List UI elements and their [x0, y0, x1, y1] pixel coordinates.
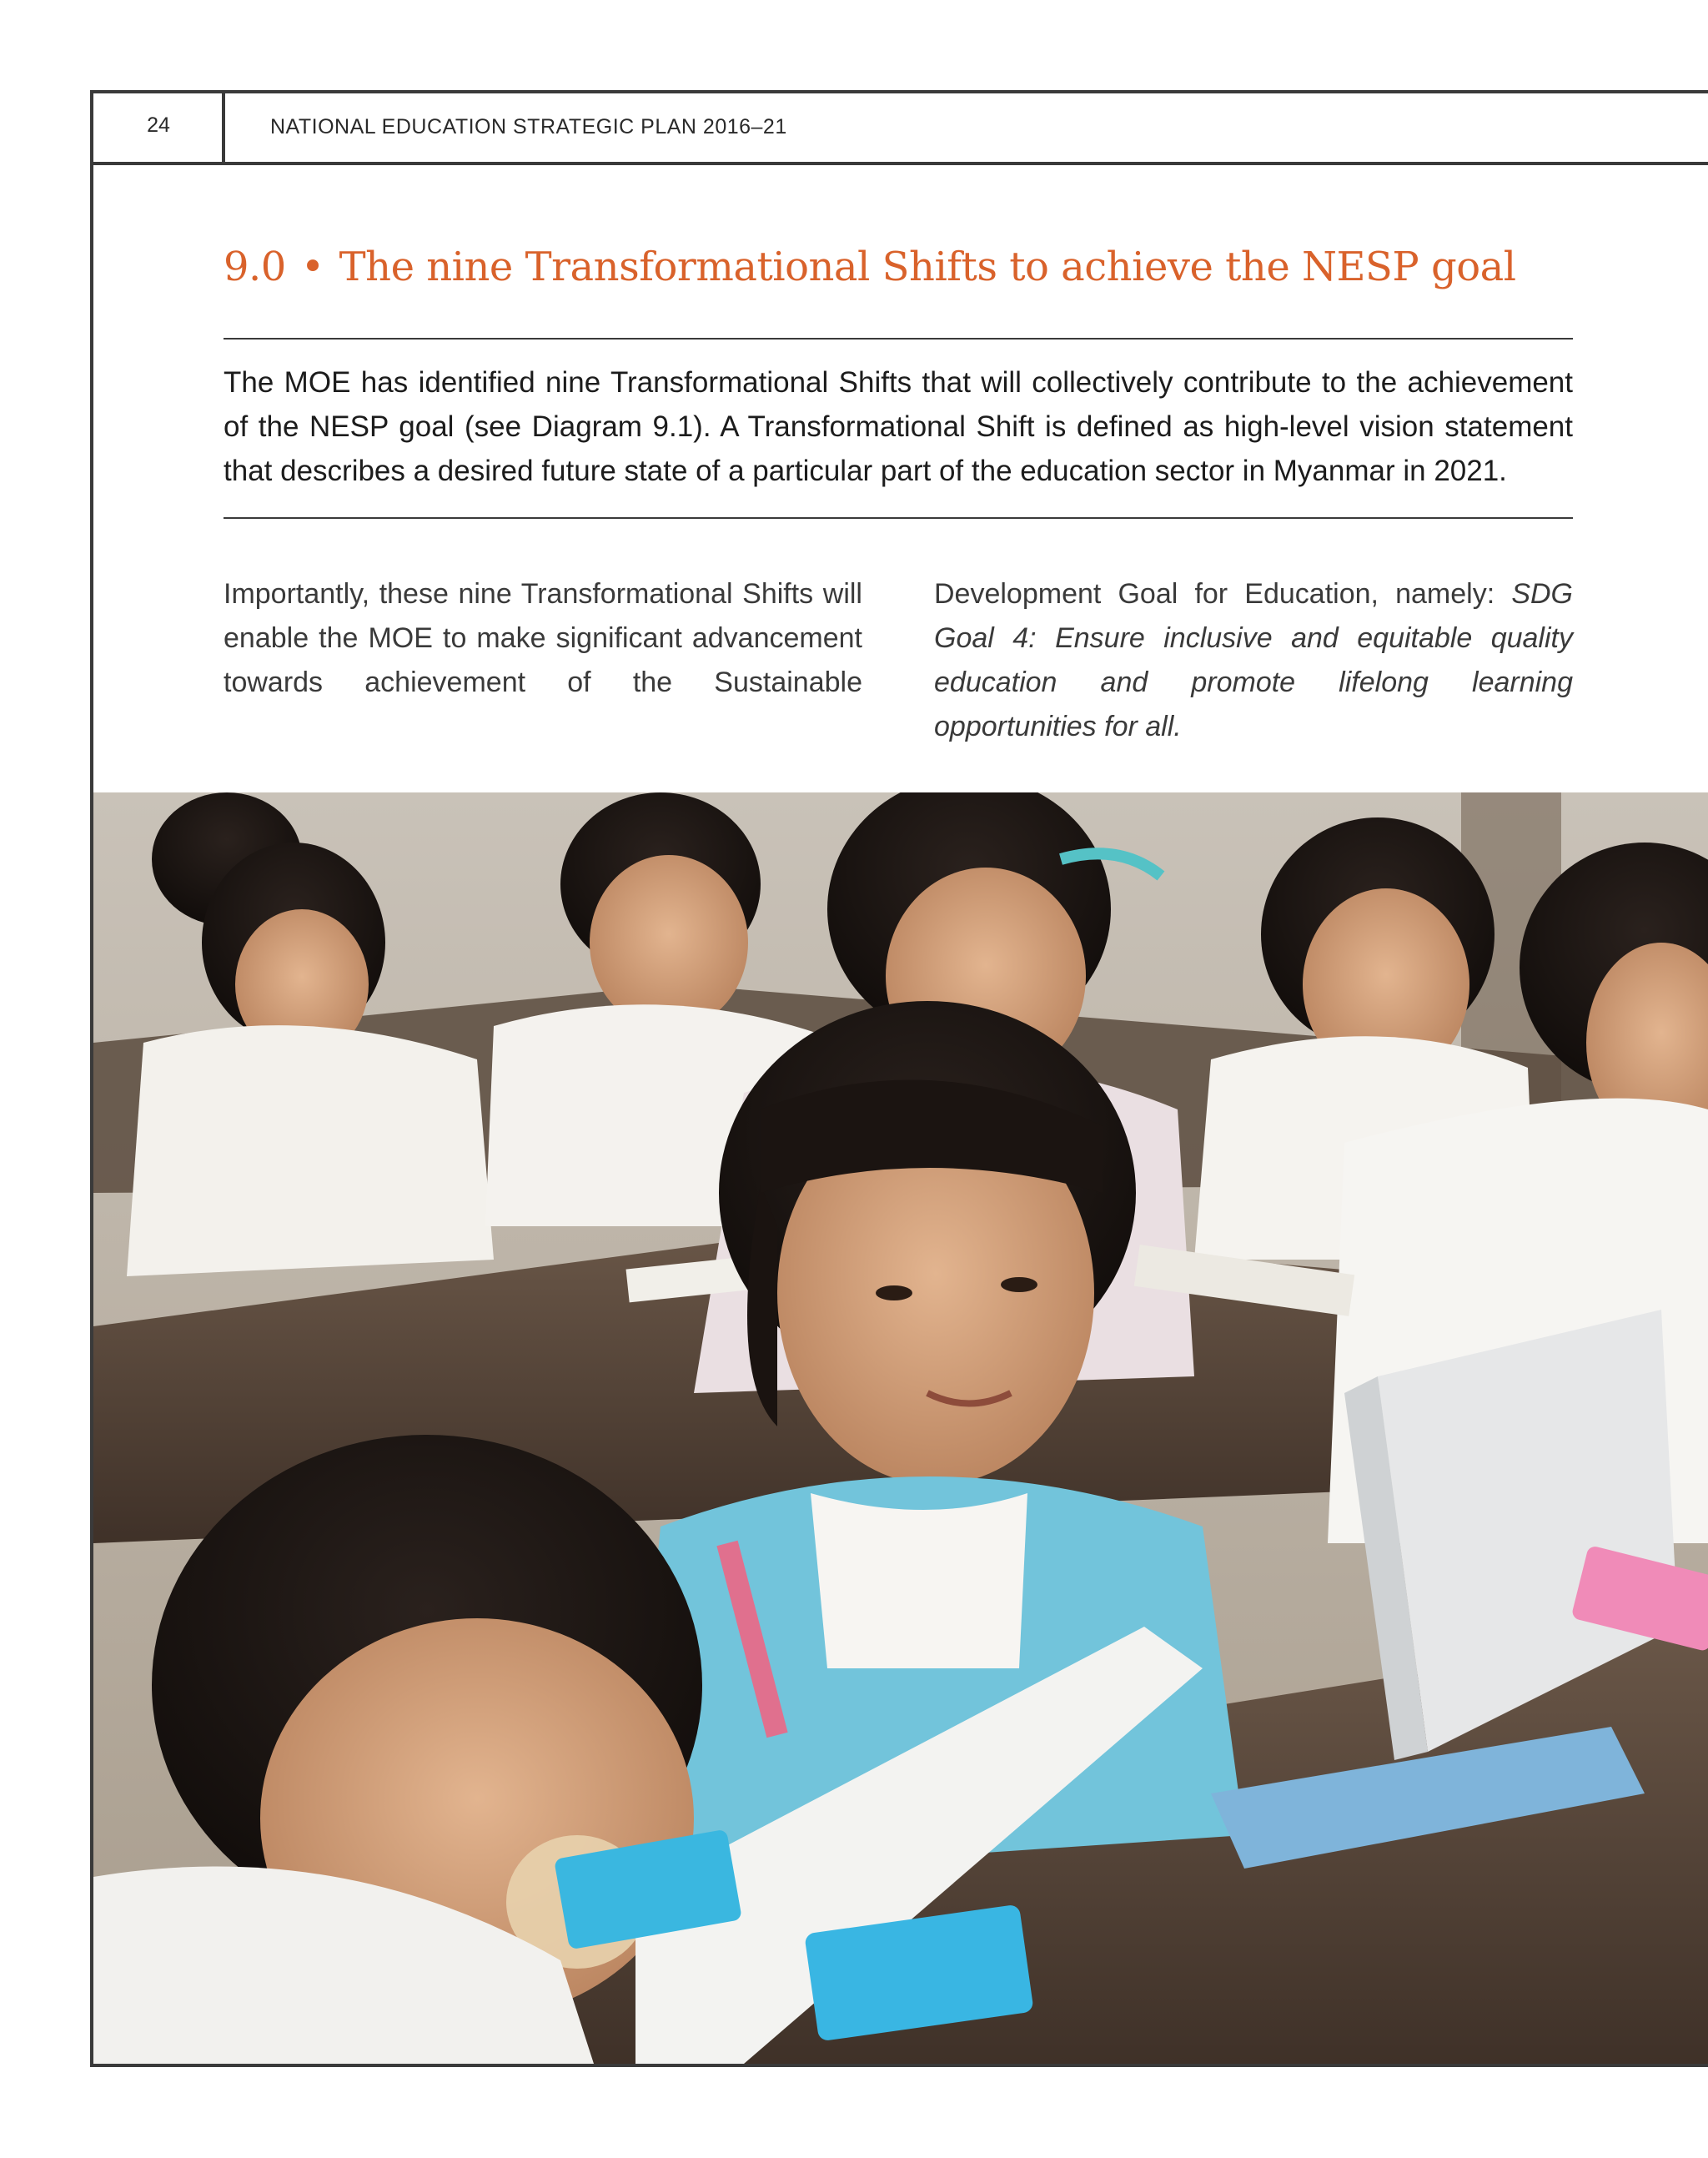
lead-paragraph: The MOE has identified nine Transformational Shifts that will collectively contribute to the achievement of the NESP goal (see Diagram 9.1). A Transformational Shift is defined as high-level vision statement that describes a desired future state of a particular part of the education sector in Myanmar in 2021.: [224, 366, 1573, 487]
running-title: NATIONAL EDUCATION STRATEGIC PLAN 2016–21: [270, 115, 787, 138]
sdg-goal-quote: SDG Goal 4: Ensure inclusive and equitable quality education and promote lifelong learning opportunities for all.: [934, 578, 1573, 742]
lead-bottom-rule: [224, 517, 1573, 519]
classroom-photo: [93, 792, 1708, 2064]
page-number: 24: [147, 113, 170, 137]
section-bullet: •: [300, 244, 324, 290]
header-divider: [222, 90, 225, 163]
body-column-right: [934, 572, 1573, 749]
lead-top-rule: [224, 338, 1573, 340]
section-heading: [224, 244, 1516, 290]
section-number: 9.0: [224, 244, 286, 290]
body-right-plain: Development Goal for Education, namely:: [934, 578, 1512, 610]
header-rule: [90, 162, 1708, 165]
section-title: The nine Transformational Shifts to achieve the NESP goal: [339, 244, 1516, 290]
body-column-left: Importantly, these nine Transformational Shifts will enable the MOE to make significant advancement towards achievement of the Sustainable: [224, 578, 862, 698]
